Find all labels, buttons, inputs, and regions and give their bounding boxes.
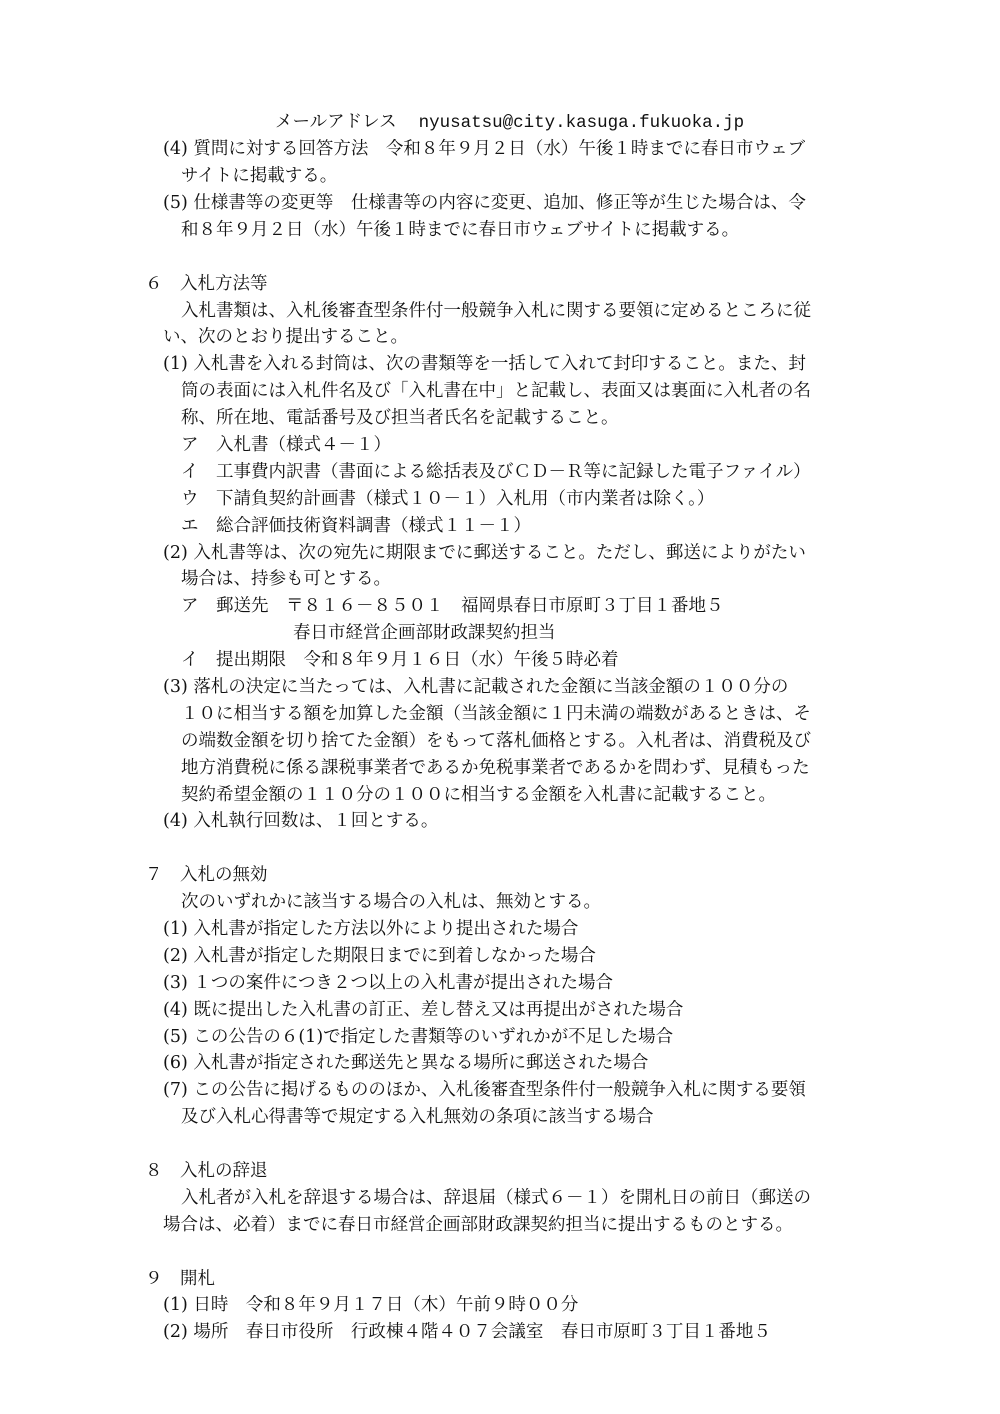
section-8-body-line-2: 場合は、必着）までに春日市経営企画部財政課契約担当に提出するものとする。 (163, 1215, 793, 1235)
item-6-1-sub-u: ウ 下請負契約計画書（様式１０－１）入札用（市内業者は除く。） (181, 489, 715, 509)
section-7-heading: ７ 入札の無効 (145, 865, 268, 885)
item-7-7-line-1: (7) この公告に掲げるもののほか、入札後審査型条件付一般競争入札に関する要領 (163, 1080, 806, 1100)
email-label: メールアドレス (275, 112, 397, 132)
item-9-2: (2) 場所 春日市役所 行政棟４階４０７会議室 春日市原町３丁目１番地５ (163, 1322, 771, 1342)
item-6-4: (4) 入札執行回数は、１回とする。 (163, 811, 439, 831)
email-address: nyusatsu@city.kasuga.fukuoka.jp (418, 113, 745, 133)
item-6-2-sub-i: イ 提出期限 令和８年９月１６日（水）午後５時必着 (181, 650, 619, 670)
item-6-1-sub-e: エ 総合評価技術資料調書（様式１１－１） (181, 516, 531, 536)
item-7-6: (6) 入札書が指定された郵送先と異なる場所に郵送された場合 (163, 1053, 649, 1073)
item-6-2-sub-a-line-1: ア 郵送先 〒８１６－８５０１ 福岡県春日市原町３丁目１番地５ (181, 596, 724, 616)
item-5-5-line-2: 和８年９月２日（水）午後１時までに春日市ウェブサイトに掲載する。 (181, 220, 740, 240)
item-6-1-line-3: 称、所在地、電話番号及び担当者氏名を記載すること。 (181, 408, 619, 428)
item-7-7-line-2: 及び入札心得書等で規定する入札無効の条項に該当する場合 (181, 1107, 654, 1127)
item-6-1-sub-a: ア 入札書（様式４－１） (181, 435, 391, 455)
item-7-2: (2) 入札書が指定した期限日までに到着しなかった場合 (163, 946, 596, 966)
item-6-2-line-2: 場合は、持参も可とする。 (181, 569, 391, 589)
item-5-5-line-1: (5) 仕様書等の変更等 仕様書等の内容に変更、追加、修正等が生じた場合は、令 (163, 193, 806, 213)
item-6-3-line-1: (3) 落札の決定に当たっては、入札書に記載された金額に当該金額の１００分の (163, 677, 789, 697)
section-9-heading: ９ 開札 (145, 1269, 215, 1289)
item-9-1: (1) 日時 令和８年９月１７日（木）午前９時００分 (163, 1295, 579, 1315)
item-7-1: (1) 入札書が指定した方法以外により提出された場合 (163, 919, 579, 939)
item-6-2-line-1: (2) 入札書等は、次の宛先に期限までに郵送すること。ただし、郵送によりがたい (163, 543, 806, 563)
item-7-3: (3) １つの案件につき２つ以上の入札書が提出された場合 (163, 973, 613, 993)
item-5-4-line-2: サイトに掲載する。 (181, 166, 338, 186)
item-7-5: (5) この公告の６(1)で指定した書類等のいずれかが不足した場合 (163, 1027, 674, 1047)
item-6-1-line-1: (1) 入札書を入れる封筒は、次の書類等を一括して入れて封印すること。また、封 (163, 354, 806, 374)
item-6-1-line-2: 筒の表面には入札件名及び「入札書在中」と記載し、表面又は裏面に入札者の名 (181, 381, 811, 401)
section-6-heading: ６ 入札方法等 (145, 274, 268, 294)
item-7-4: (4) 既に提出した入札書の訂正、差し替え又は再提出がされた場合 (163, 1000, 684, 1020)
item-6-1-sub-i: イ 工事費内訳書（書面による総括表及びＣＤ－Ｒ等に記録した電子ファイル） (181, 462, 811, 482)
email-line (275, 109, 744, 136)
section-6-intro-line-1: 入札書類は、入札後審査型条件付一般競争入札に関する要領に定めるところに従 (181, 301, 811, 321)
item-6-3-line-4: 地方消費税に係る課税事業者であるか免税事業者であるかを問わず、見積もった (181, 758, 810, 778)
item-5-4-line-1: (4) 質問に対する回答方法 令和８年９月２日（水）午後１時までに春日市ウェブ (163, 139, 806, 159)
section-6-intro-line-2: い、次のとおり提出すること。 (163, 327, 408, 347)
item-6-3-line-5: 契約希望金額の１１０分の１００に相当する金額を入札書に記載すること。 (181, 785, 776, 805)
item-6-3-line-3: の端数金額を切り捨てた金額）をもって落札価格とする。入札者は、消費税及び (181, 731, 811, 751)
section-7-intro: 次のいずれかに該当する場合の入札は、無効とする。 (181, 892, 601, 912)
item-6-3-line-2: １０に相当する額を加算した金額（当該金額に１円未満の端数があるときは、そ (181, 704, 811, 724)
section-8-body-line-1: 入札者が入札を辞退する場合は、辞退届（様式６－１）を開札日の前日（郵送の (181, 1188, 811, 1208)
section-8-heading: ８ 入札の辞退 (145, 1161, 268, 1181)
item-6-2-sub-a-line-2: 春日市経営企画部財政課契約担当 (293, 623, 556, 643)
